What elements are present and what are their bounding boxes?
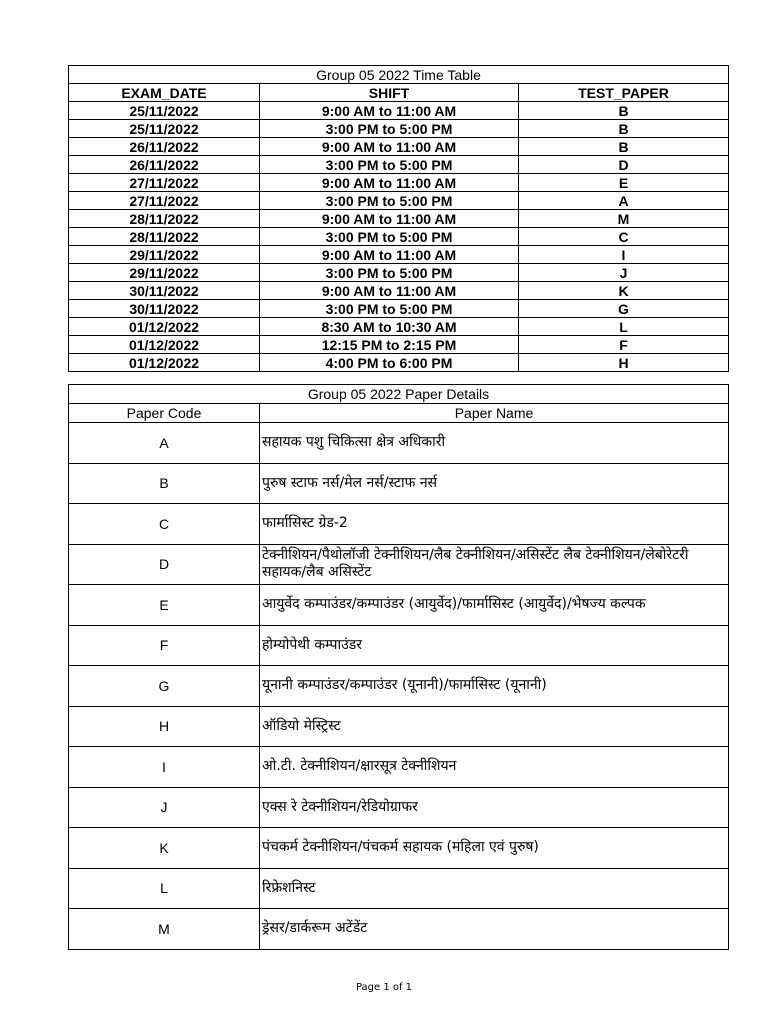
paper-code-cell: B bbox=[69, 463, 260, 504]
shift-cell: 3:00 PM to 5:00 PM bbox=[260, 120, 519, 138]
paper-name-cell: ड्रेसर/डार्करूम अटेंडेंट bbox=[260, 909, 729, 950]
test-paper-cell: F bbox=[519, 336, 729, 354]
test-paper-cell: B bbox=[519, 120, 729, 138]
table-row bbox=[69, 318, 729, 336]
test-paper-cell: B bbox=[519, 138, 729, 156]
test-paper-cell: M bbox=[519, 210, 729, 228]
table-row bbox=[69, 300, 729, 318]
paper-code-cell: C bbox=[69, 504, 260, 545]
table-row bbox=[69, 868, 729, 909]
exam-date-cell: 28/11/2022 bbox=[69, 210, 260, 228]
shift-cell: 9:00 AM to 11:00 AM bbox=[260, 210, 519, 228]
paper-code-cell: K bbox=[69, 828, 260, 869]
shift-cell: 3:00 PM to 5:00 PM bbox=[260, 228, 519, 246]
table-row bbox=[69, 828, 729, 869]
header-shift: SHIFT bbox=[260, 84, 519, 102]
paper-name-cell: यूनानी कम्पाउंडर/कम्पाउंडर (यूनानी)/फार्मासिस्ट (यूनानी) bbox=[260, 666, 729, 707]
table-row bbox=[69, 423, 729, 464]
shift-cell: 3:00 PM to 5:00 PM bbox=[260, 156, 519, 174]
paper-name-cell: टेक्नीशियन/पैथोलॉजी टेक्नीशियन/लैब टेक्नीशियन/असिस्टेंट लैब टेक्नीशियन/लेबोरेटरी सहायक/लैब असिस्टेंट bbox=[260, 544, 729, 585]
shift-cell: 9:00 AM to 11:00 AM bbox=[260, 282, 519, 300]
table-row bbox=[69, 120, 729, 138]
test-paper-cell: J bbox=[519, 264, 729, 282]
header-paper-code: Paper Code bbox=[69, 404, 260, 423]
exam-date-cell: 26/11/2022 bbox=[69, 138, 260, 156]
table-row bbox=[69, 282, 729, 300]
exam-date-cell: 27/11/2022 bbox=[69, 192, 260, 210]
paper-code-cell: E bbox=[69, 585, 260, 626]
paper-name-cell: आयुर्वेद कम्पाउंडर/कम्पाउंडर (आयुर्वेद)/फार्मासिस्ट (आयुर्वेद)/भेषज्य कल्पक bbox=[260, 585, 729, 626]
paper-code-cell: H bbox=[69, 706, 260, 747]
test-paper-cell: A bbox=[519, 192, 729, 210]
shift-cell: 4:00 PM to 6:00 PM bbox=[260, 354, 519, 372]
paper-name-cell: रिफ्रेशनिस्ट bbox=[260, 868, 729, 909]
table-row bbox=[69, 625, 729, 666]
exam-date-cell: 29/11/2022 bbox=[69, 246, 260, 264]
test-paper-cell: K bbox=[519, 282, 729, 300]
page-footer: Page 1 of 1 bbox=[355, 982, 413, 993]
time-table bbox=[68, 65, 729, 372]
paper-code-cell: M bbox=[69, 909, 260, 950]
shift-cell: 3:00 PM to 5:00 PM bbox=[260, 264, 519, 282]
table-row bbox=[69, 264, 729, 282]
paper-name-cell: सहायक पशु चिकित्सा क्षेत्र अधिकारी bbox=[260, 423, 729, 464]
table-row bbox=[69, 102, 729, 120]
table-row bbox=[69, 544, 729, 585]
paper-name-cell: ओ.टी. टेक्नीशियन/क्षारसूत्र टेक्नीशियन bbox=[260, 747, 729, 788]
paper-code-cell: J bbox=[69, 787, 260, 828]
table-row bbox=[69, 504, 729, 545]
test-paper-cell: B bbox=[519, 102, 729, 120]
table-row bbox=[69, 585, 729, 626]
test-paper-cell: C bbox=[519, 228, 729, 246]
exam-date-cell: 29/11/2022 bbox=[69, 264, 260, 282]
test-paper-cell: H bbox=[519, 354, 729, 372]
table-row bbox=[69, 747, 729, 788]
test-paper-cell: D bbox=[519, 156, 729, 174]
shift-cell: 12:15 PM to 2:15 PM bbox=[260, 336, 519, 354]
paper-details-table bbox=[68, 384, 729, 950]
paper-code-cell: A bbox=[69, 423, 260, 464]
paper-details-title: Group 05 2022 Paper Details bbox=[69, 385, 729, 404]
exam-date-cell: 30/11/2022 bbox=[69, 282, 260, 300]
shift-cell: 3:00 PM to 5:00 PM bbox=[260, 192, 519, 210]
exam-date-cell: 25/11/2022 bbox=[69, 102, 260, 120]
paper-name-cell: एक्स रे टेक्नीशियन/रेडियोग्राफर bbox=[260, 787, 729, 828]
table-row bbox=[69, 706, 729, 747]
shift-cell: 8:30 AM to 10:30 AM bbox=[260, 318, 519, 336]
table-row bbox=[69, 174, 729, 192]
exam-date-cell: 28/11/2022 bbox=[69, 228, 260, 246]
paper-name-cell: होम्योपेथी कम्पाउंडर bbox=[260, 625, 729, 666]
table-row bbox=[69, 666, 729, 707]
exam-date-cell: 30/11/2022 bbox=[69, 300, 260, 318]
exam-date-cell: 26/11/2022 bbox=[69, 156, 260, 174]
test-paper-cell: I bbox=[519, 246, 729, 264]
time-table-title: Group 05 2022 Time Table bbox=[69, 66, 729, 84]
table-row bbox=[69, 192, 729, 210]
paper-code-cell: F bbox=[69, 625, 260, 666]
table-row bbox=[69, 336, 729, 354]
exam-date-cell: 01/12/2022 bbox=[69, 318, 260, 336]
header-exam-date: EXAM_DATE bbox=[69, 84, 260, 102]
shift-cell: 9:00 AM to 11:00 AM bbox=[260, 138, 519, 156]
exam-date-cell: 27/11/2022 bbox=[69, 174, 260, 192]
paper-name-cell: फार्मासिस्ट ग्रेड-2 bbox=[260, 504, 729, 545]
exam-date-cell: 25/11/2022 bbox=[69, 120, 260, 138]
test-paper-cell: L bbox=[519, 318, 729, 336]
exam-date-cell: 01/12/2022 bbox=[69, 354, 260, 372]
paper-code-cell: G bbox=[69, 666, 260, 707]
shift-cell: 9:00 AM to 11:00 AM bbox=[260, 246, 519, 264]
shift-cell: 3:00 PM to 5:00 PM bbox=[260, 300, 519, 318]
paper-code-cell: I bbox=[69, 747, 260, 788]
table-row bbox=[69, 909, 729, 950]
header-paper-name: Paper Name bbox=[260, 404, 729, 423]
paper-code-cell: D bbox=[69, 544, 260, 585]
test-paper-cell: G bbox=[519, 300, 729, 318]
shift-cell: 9:00 AM to 11:00 AM bbox=[260, 174, 519, 192]
paper-name-cell: पुरुष स्टाफ नर्स/मेल नर्स/स्टाफ नर्स bbox=[260, 463, 729, 504]
table-row bbox=[69, 354, 729, 372]
table-row bbox=[69, 463, 729, 504]
table-row bbox=[69, 246, 729, 264]
exam-date-cell: 01/12/2022 bbox=[69, 336, 260, 354]
table-row bbox=[69, 210, 729, 228]
paper-name-cell: ऑडियो मेस्ट्रिस्ट bbox=[260, 706, 729, 747]
shift-cell: 9:00 AM to 11:00 AM bbox=[260, 102, 519, 120]
table-row bbox=[69, 787, 729, 828]
table-row bbox=[69, 228, 729, 246]
paper-name-cell: पंचकर्म टेक्नीशियन/पंचकर्म सहायक (महिला एवं पुरुष) bbox=[260, 828, 729, 869]
test-paper-cell: E bbox=[519, 174, 729, 192]
header-test-paper: TEST_PAPER bbox=[519, 84, 729, 102]
paper-code-cell: L bbox=[69, 868, 260, 909]
table-row bbox=[69, 156, 729, 174]
table-row bbox=[69, 138, 729, 156]
